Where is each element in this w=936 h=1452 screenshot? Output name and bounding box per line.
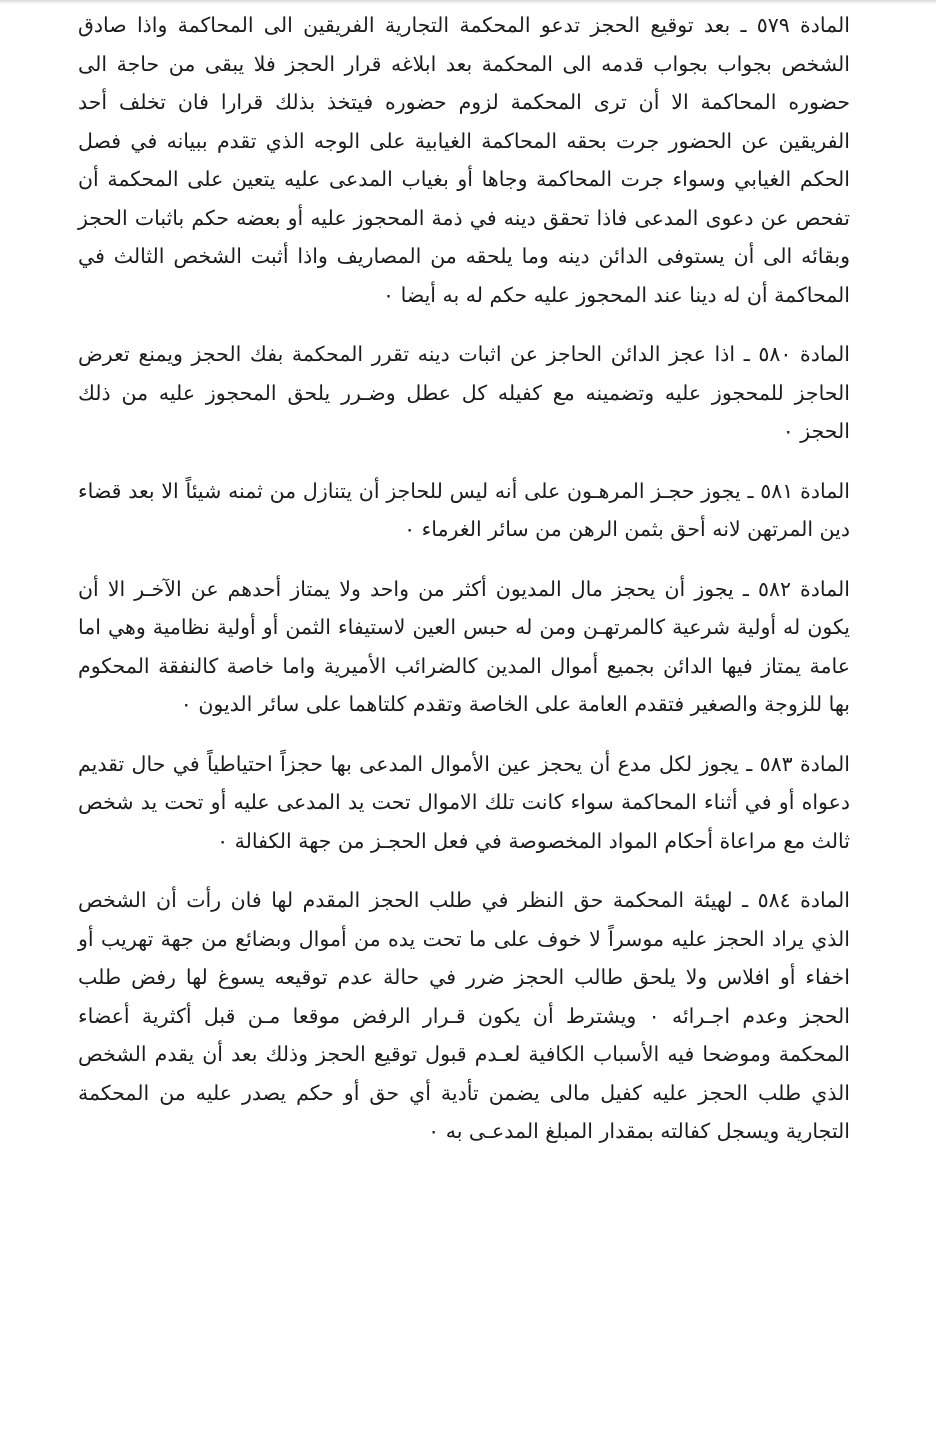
article-583 [78,745,850,861]
article-label: المادة ٥٨١ ـ [747,478,850,503]
article-text: يجوز لكل مدع أن يحجز عين الأموال المدعى بها حجزاً احتياطياً في حال تقديم دعواه أو في أثناء المحاكمة سواء كانت تلك الاموال تحت يد المدعى عليه أو تحت يد شخص ثالث مع مراعاة أحكام المواد المخصوصة في فعل الحجـز من جهة الكفالة ٠ [78,751,850,853]
article-label: المادة ٥٧٩ ـ [740,13,850,37]
article-label: المادة ٥٨٤ ـ [742,888,850,912]
article-580 [78,335,850,451]
article-579 [78,6,850,314]
article-text: يجوز حجـز المرهـون على أنه ليس للحاجز أن يتنازل من ثمنه شيئاً الا بعد قضاء دين المرتهن لانه أحق بثمن الرهن من سائر الغرماء ٠ [78,478,850,541]
article-text: يجوز أن يحجز مال المديون أكثر من واحد ولا يمتاز أحدهم عن الآخـر الا أن يكون له أولية شرعية كالمرتهـن ومن له حبس العين لاستيفاء الثمن أو أولية نظامية وهي اما عامة يمتاز فيها الدائن بجميع أموال المدين كالضرائب الأميرية واما خاصة كالنفقة المحكوم بها للزوجة والصغير فتقدم العامة على الخاصة وتقدم كلتاهما على سائر الديون ٠ [78,576,850,716]
article-text: بعد توقيع الحجز تدعو المحكمة التجارية الفريقين الى المحاكمة واذا صادق الشخص بجواب بجواب قدمه الى المحكمة بعد ابلاغه قرار الحجز فلا يبقى من حاجة الى حضوره المحاكمة الا أن ترى المحكمة لزوم حضوره فيتخذ بذلك قرارا فان تخلف أحد الفريقين عن الحضور جرت بحقه المحاكمة الغيابية على الوجه الذي تقدم ببيانه في فصل الحكم الغيابي وسواء جرت المحاكمة وجاها أو بغياب المدعى عليه يتعين على المحكمة أن تفحص عن دعوى المدعى فاذا تحقق دينه في ذمة المحجوز عليه أو بعضه حكم باثبات الحجز وبقائه الى أن يستوفى الدائن دينه وما يلحقه من المصاريف واذا أثبت الشخص الثالث في المحاكمة أن له دينا عند المحجوز عليه حكم له به أيضا ٠ [78,13,850,307]
article-582 [78,570,850,724]
article-584 [78,881,850,1151]
article-label: المادة ٥٨٢ ـ [742,576,850,601]
article-text: اذا عجز الدائن الحاجز عن اثبات دينه تقرر المحكمة بفك الحجز ويمنع تعرض الحاجز للمحجوز عليه وتضمينه مع كفيله كل عطل وضـرر يلحق المحجوز عليه من ذلك الحجز ٠ [78,342,850,443]
document-page [78,6,850,1172]
article-text: لهيئة المحكمة حق النظر في طلب الحجز المقدم لها فان رأت أن الشخص الذي يراد الحجز عليه موسراً لا خوف على ما تحت يده من أموال وبضائع من جهة تهريب أو اخفاء أو افلاس ولا يلحق طالب الحجز ضرر في حالة عدم توقيعه يسوغ لها رفض طلب الحجز وعدم اجـرائه ٠ ويشترط أن يكون قـرار الرفض موقعا مـن قبل أكثرية أعضاء المحكمة وموضحا فيه الأسباب الكافية لعـدم قبول توقيع الحجز وذلك بعد أن يقدم الشخص الذي طلب الحجز عليه كفيل مالى يضمن تأدية أي حق أو حكم يصدر عليه من المحكمة التجارية ويسجل كفالته بمقدار المبلغ المدعـى به ٠ [78,888,850,1143]
article-label: المادة ٥٨٣ ـ [746,751,850,776]
scan-top-edge [0,0,936,4]
article-label: المادة ٥٨٠ ـ [743,342,850,366]
article-581 [78,472,850,549]
